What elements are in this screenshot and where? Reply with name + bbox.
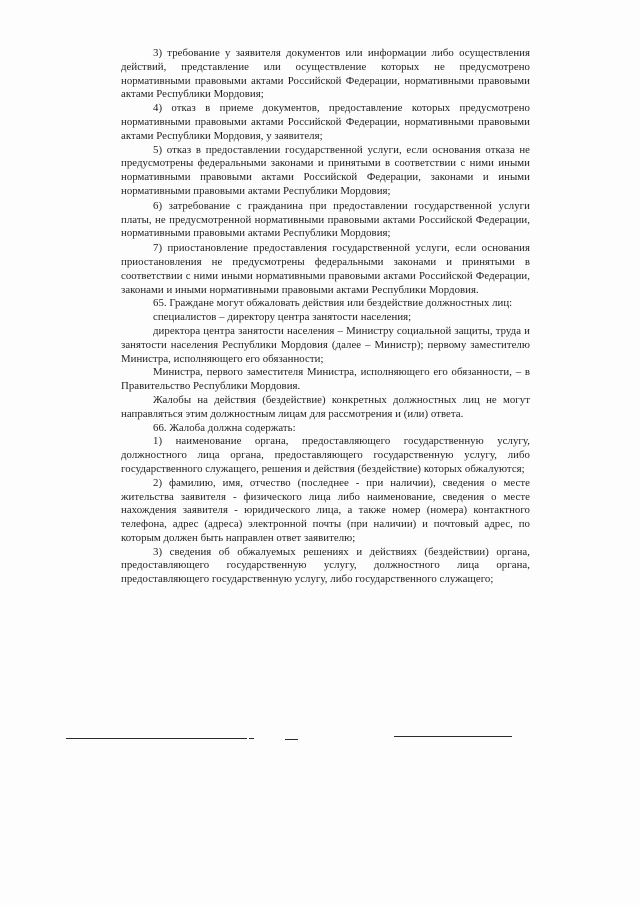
paragraph-complaints-note: Жалобы на действия (бездействие) конкретных должностных лиц не могут направляться этим должностным лицам для рассмотрения и (или) ответа. xyxy=(121,393,530,420)
paragraph-minister: Министра, первого заместителя Министра, исполняющего его обязанности, – в Правительство Республики Мордовия. xyxy=(121,366,530,393)
paragraph-section-66: 66. Жалоба должна содержать: xyxy=(153,421,296,434)
footer-rule-middle xyxy=(285,739,298,740)
paragraph-item-6: 6) затребование с гражданина при предоставлении государственной услуги платы, не предусмотренной нормативными правовыми актами Российской Федерации, нормативными правовыми актами Республики Мордовия; xyxy=(121,199,530,240)
paragraph-item-3: 3) требование у заявителя документов или информации либо осуществления действий, представление или осуществление которых не предусмотрено нормативными правовыми актами Российской Федерации, нормативными правовыми актами Республики Мордовия; xyxy=(121,47,530,101)
paragraph-requirement-2: 2) фамилию, имя, отчество (последнее - при наличии), сведения о месте жительства заявителя - физического лица либо наименование, сведения о месте нахождения заявителя - юридического лица, а также номер (номера) контактного телефона, адрес (адреса) электронной почты (при наличии) и почтовый адрес, по которым должен быть направлен ответ заявителю; xyxy=(121,476,530,544)
footer-rule-left xyxy=(66,738,247,739)
paragraph-requirement-1: 1) наименование органа, предоставляющего государственную услугу, должностного лица органа, предоставляющего государственную услугу, либо государственного служащего, решения и действия (бездействие) которых обжалуются; xyxy=(121,435,530,475)
paragraph-section-65: 65. Граждане могут обжаловать действия или бездействие должностных лиц: xyxy=(153,297,513,310)
paragraph-item-4: 4) отказ в приеме документов, предоставление которых предусмотрено нормативными правовыми актами Российской Федерации, нормативными правовыми актами Республики Мордовия, у заявителя; xyxy=(121,102,530,142)
paragraph-item-7: 7) приостановление предоставления государственной услуги, если основания приостановления не предусмотрены федеральными законами и принятыми в соответствии с ними иными нормативными правовыми актами Российской Федерации, законами и иными нормативными правовыми актами Республики Мордовия. xyxy=(121,242,530,296)
paragraph-requirement-3: 3) сведения об обжалуемых решениях и действиях (бездействии) органа, предоставляющего государственную услугу, должностного лица органа, предоставляющего государственную услугу, либо государственного служащего; xyxy=(121,545,530,586)
document-body xyxy=(121,47,530,587)
paragraph-director: директора центра занятости населения – Министру социальной защиты, труда и занятости населения Республики Мордовия (далее – Министр); первому заместителю Министра, исполняющего его обязанности; xyxy=(121,324,530,365)
paragraph-specialists: специалистов – директору центра занятости населения; xyxy=(153,311,412,324)
footer-rule-right xyxy=(394,736,512,737)
footer-rule-tick xyxy=(249,738,254,739)
paragraph-item-5: 5) отказ в предоставлении государственной услуги, если основания отказа не предусмотрены федеральными законами и принятыми в соответствии с ними иными нормативными правовыми актами Российской Федерации, законами и иными нормативными правовыми актами Республики Мордовия; xyxy=(121,143,530,197)
